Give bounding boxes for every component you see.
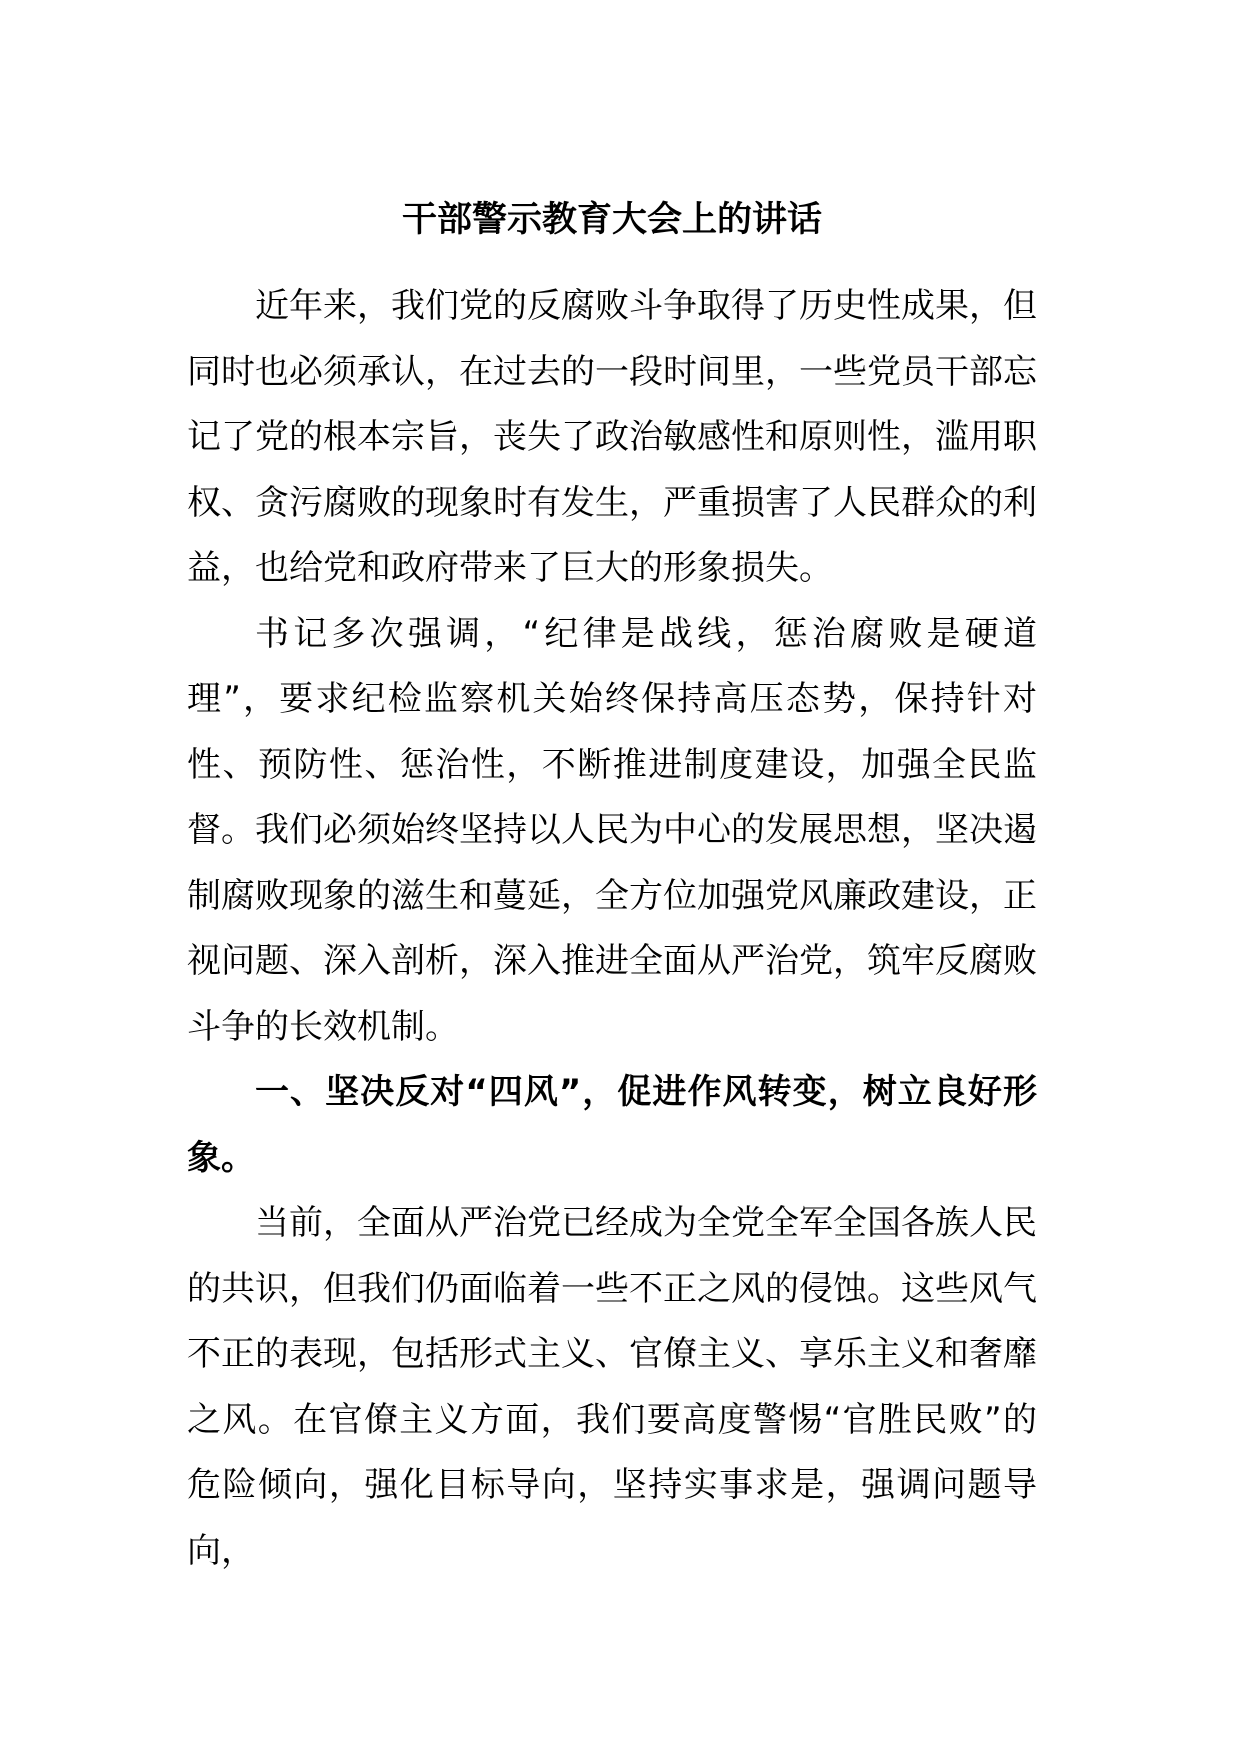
paragraph-secretary-emphasis: 书记多次强调，“纪律是战线，惩治腐败是硬道理”，要求纪检监察机关始终保持高压态势，保持针对性、预防性、惩治性，不断推进制度建设，加强全民监督。我们必须始终坚持以人民为中心的发展思想，坚决遏制腐败现象的滋生和蔓延，全方位加强党风廉政建设，正视问题、深入剖析，深入推进全面从严治党，筑牢反腐败斗争的长效机制。	[187, 613, 1037, 1047]
paragraph-intro: 近年来，我们党的反腐败斗争取得了历史性成果，但同时也必须承认，在过去的一段时间里，一些党员干部忘记了党的根本宗旨，丧失了政治敏感性和原则性，滥用职权、贪污腐败的现象时有发生，严重损害了人民群众的利益，也给党和政府带来了巨大的形象损失。	[187, 286, 1037, 588]
document-title: 干部警示教育大会上的讲话	[401, 200, 822, 240]
paragraph-four-winds: 当前，全面从严治党已经成为全党全军全国各族人民的共识，但我们仍面临着一些不正之风的侵蚀。这些风气不正的表现，包括形式主义、官僚主义、享乐主义和奢靡之风。在官僚主义方面，我们要高度警惕“官胜民败”的危险倾向，强化目标导向，坚持实事求是，强调问题导向，	[187, 1203, 1037, 1571]
document-page	[187, 196, 1037, 1584]
section-heading-1: 一、坚决反对“四风”，促进作风转变，树立良好形象。	[187, 1072, 1037, 1178]
